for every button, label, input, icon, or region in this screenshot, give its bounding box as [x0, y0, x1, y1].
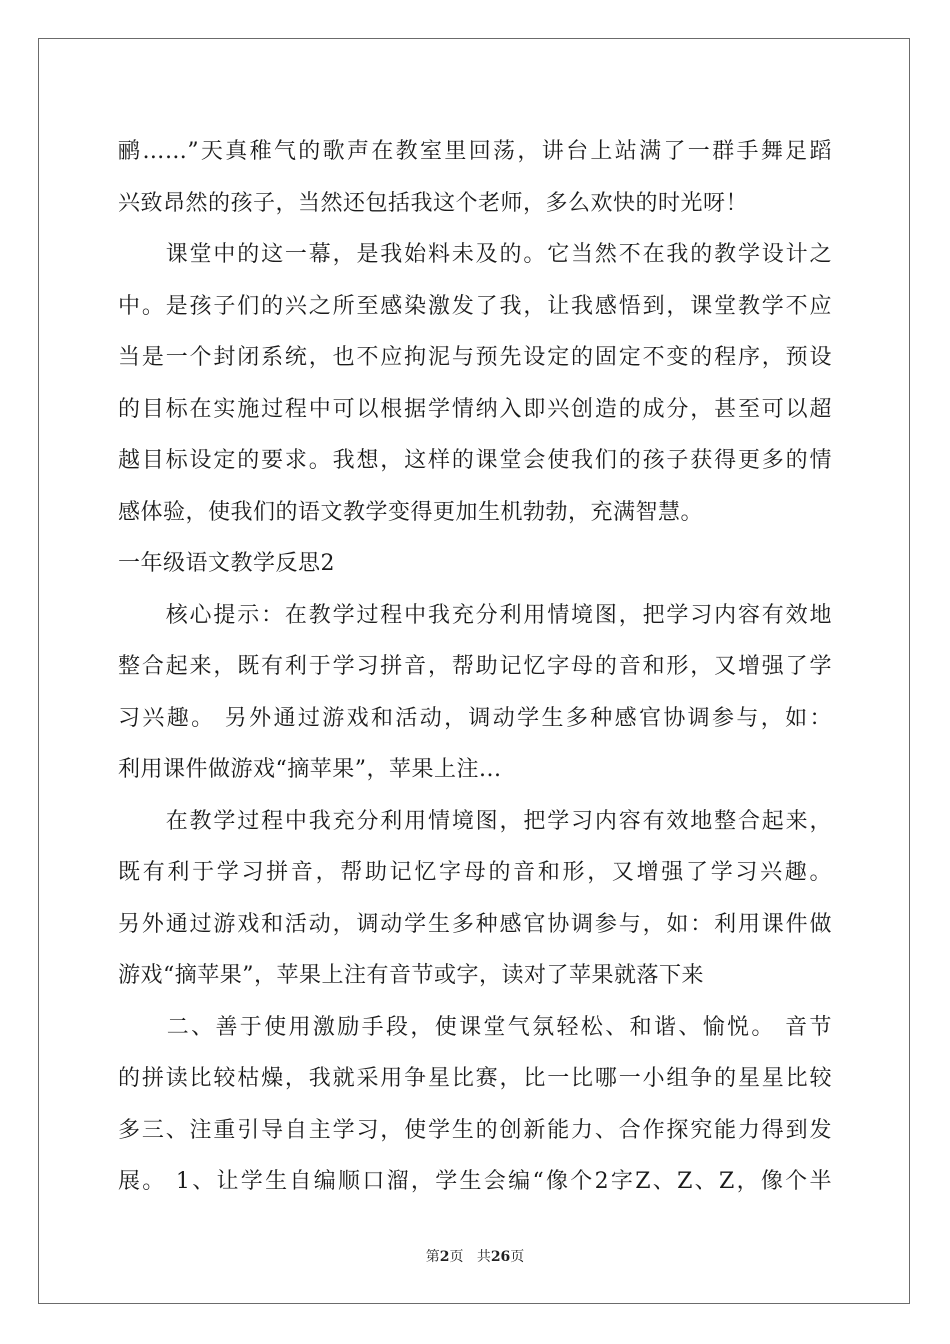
document-body [118, 126, 832, 1208]
text-line-14: 在教学过程中我充分利用情境图，把学习内容有效地整合起来， [118, 808, 832, 834]
text-line-1: 鹂……”天真稚气的歌声在教室里回荡，讲台上站满了一群手舞足蹈 [118, 139, 832, 164]
text-line-20: 多三、注重引导自主学习，使学生的创新能力、合作探究能力得到发 [118, 1117, 832, 1143]
section-heading: 一年级语文教学反思2 [118, 551, 335, 576]
text-line-3: 课堂中的这一幕，是我始料未及的。它当然不在我的教学设计之 [118, 242, 832, 267]
text-line-4: 中。是孩子们的兴之所至感染激发了我，让我感悟到，课堂教学不应 [118, 293, 832, 319]
page-footer [0, 1246, 950, 1266]
text-line-11: 整合起来，既有利于学习拼音，帮助记忆字母的音和形，又增强了学 [118, 654, 832, 679]
text-line-19: 的拼读比较枯燥，我就采用争星比赛，比一比哪一小组争的星星比较 [118, 1066, 832, 1091]
text-line-7: 越目标设定的要求。我想，这样的课堂会使我们的孩子获得更多的情 [118, 448, 832, 473]
current-page-number: 2 [439, 1249, 450, 1265]
text-line-18: 二、善于使用激励手段，使课堂气氛轻松、和谐、愉悦。 音节 [118, 1014, 832, 1040]
footer-total-prefix: 共 [476, 1249, 491, 1265]
text-line-17: 游戏“摘苹果”，苹果上注有音节或字，读对了苹果就落下来 [118, 963, 704, 988]
footer-total-suffix: 页 [510, 1249, 525, 1265]
footer-page-suffix: 页 [449, 1249, 464, 1265]
text-line-21: 展。 1、让学生自编顺口溜，学生会编“像个2字Z、Z、Z，像个半 [118, 1169, 832, 1194]
text-line-5: 当是一个封闭系统，也不应拘泥与预先设定的固定不变的程序，预设 [118, 345, 832, 370]
text-line-6: 的目标在实施过程中可以根据学情纳入即兴创造的成分，甚至可以超 [118, 396, 832, 422]
footer-prefix: 第 [425, 1249, 440, 1265]
text-line-2: 兴致昂然的孩子，当然还包括我这个老师，多么欢快的时光呀！ [118, 190, 749, 216]
text-line-10: 核心提示：在教学过程中我充分利用情境图，把学习内容有效地 [118, 602, 832, 628]
text-line-15: 既有利于学习拼音，帮助记忆字母的音和形，又增强了学习兴趣。 [118, 860, 832, 885]
text-line-16: 另外通过游戏和活动，调动学生多种感官协调参与，如：利用课件做 [118, 911, 832, 937]
text-line-13: 利用课件做游戏“摘苹果”，苹果上注... [118, 757, 502, 782]
text-line-12: 习兴趣。 另外通过游戏和活动，调动学生多种感官协调参与，如： [118, 705, 832, 731]
total-pages-number: 26 [490, 1249, 511, 1265]
text-line-8: 感体验，使我们的语文教学变得更加生机勃勃，充满智慧。 [118, 499, 704, 525]
